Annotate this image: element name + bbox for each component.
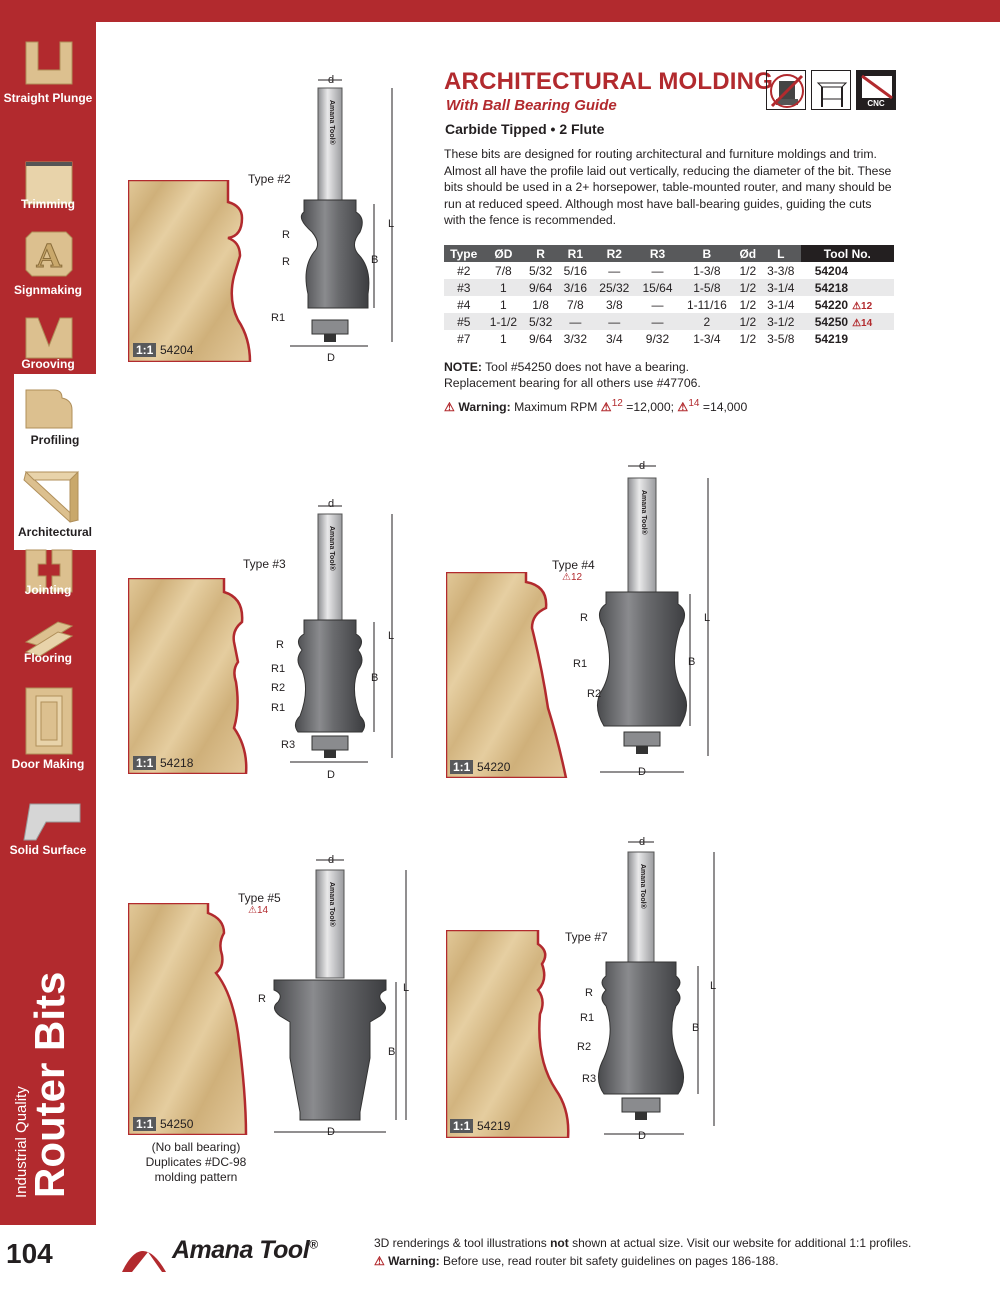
drawing-tool-number: 54219	[477, 1119, 511, 1133]
specs-table	[444, 245, 894, 347]
table-cell: #2	[457, 263, 471, 278]
dim-D: D	[638, 766, 646, 778]
warning-icon: ⚠	[852, 300, 862, 312]
column-header: R3	[636, 245, 679, 262]
rpm-value: =12,000;	[626, 400, 674, 415]
dim-R1: R1	[580, 1012, 595, 1024]
wood-profile-54250	[128, 903, 268, 1135]
column-header: Type	[444, 245, 483, 262]
vertical-section-title	[13, 971, 73, 1198]
tool-number-cell	[801, 313, 894, 330]
rpm-mark: 14	[688, 398, 700, 409]
table-cell: 1/2	[735, 279, 761, 296]
cnc-label: CNC	[867, 99, 885, 108]
brand-mark: ®	[309, 1237, 318, 1252]
spec-line: Carbide Tipped • 2 Flute	[445, 121, 605, 137]
tool-number-cell: 54219	[814, 331, 849, 346]
dim-R1: R1	[271, 663, 286, 675]
dim-d: d	[328, 74, 335, 86]
table-row	[444, 296, 894, 313]
table-header-row	[444, 245, 894, 262]
dim-D: D	[638, 1130, 646, 1142]
footer-text: 3D renderings & tool illustrations	[374, 1236, 551, 1250]
table-cell: 3-1/4	[767, 297, 795, 312]
drawing-tool-number: 54250	[160, 1117, 194, 1131]
table-cell: 7/8	[495, 263, 512, 278]
column-header: Tool No.	[801, 245, 894, 262]
dim-D: D	[327, 1126, 335, 1138]
bit-brand-label: Amana Tool®	[640, 490, 647, 535]
tool-number-cell	[801, 296, 894, 313]
bit-brand-label: Amana Tool®	[639, 864, 646, 909]
column-header: B	[679, 245, 735, 262]
section-title: Router Bits	[26, 971, 73, 1198]
dim-B: B	[371, 254, 379, 266]
footer-text: shown at actual size. Visit our website for additional 1:1 profiles.	[568, 1236, 912, 1250]
no-handheld-router-icon	[766, 70, 806, 110]
scale-tag: 1:1	[450, 1119, 473, 1133]
sidebar-item-label: Straight Plunge	[3, 91, 93, 105]
drawing-type-label: Type #2	[248, 172, 291, 186]
sidebar-item-straight-plunge[interactable]	[0, 30, 96, 120]
table-cell: —	[651, 263, 664, 278]
footer-emphasis: not	[550, 1236, 569, 1250]
straight-plunge-icon	[24, 38, 74, 86]
sidebar-item-label: Signmaking	[13, 283, 82, 297]
drawing-tool-number: 54220	[477, 760, 511, 774]
column-header: R	[523, 245, 558, 262]
sidebar-item-label: Jointing	[24, 583, 72, 597]
dim-B: B	[692, 1022, 700, 1034]
usage-icons	[766, 70, 896, 110]
brand-name	[172, 1236, 317, 1265]
table-cell: 2	[679, 313, 735, 330]
table-cell: 3-3/8	[767, 263, 795, 278]
tool-number-cell: 54218	[801, 279, 894, 296]
table-cell: #3	[444, 279, 483, 296]
warning-icon: ⚠	[444, 400, 455, 415]
table-cell: —	[558, 313, 593, 330]
table-cell: 1-1/2	[483, 313, 523, 330]
table-cell: —	[608, 263, 621, 278]
router-bit-54204	[268, 72, 408, 372]
scale-tag: 1:1	[133, 756, 156, 770]
dim-R1: R1	[271, 702, 286, 714]
rpm-value: =14,000	[702, 400, 748, 415]
rpm-mark: 12	[611, 398, 623, 409]
table-cell: —	[636, 313, 679, 330]
table-cell: 1/8	[532, 297, 549, 312]
column-header: L	[761, 245, 801, 262]
table-cell: 3/4	[605, 331, 623, 346]
dim-R2: R2	[577, 1041, 592, 1053]
table-cell: 3-1/2	[761, 313, 801, 330]
footer-warning-label: Warning:	[388, 1254, 440, 1268]
dim-B: B	[371, 672, 379, 684]
sidebar-item-label: Solid Surface	[9, 843, 87, 857]
note-line: Replacement bearing for all others use #47706.	[444, 376, 701, 390]
svg-text:A: A	[36, 237, 62, 275]
sidebar-item-label: Door Making	[11, 757, 85, 771]
grooving-icon	[24, 312, 74, 360]
warning-label: Warning:	[458, 400, 511, 415]
page-title: ARCHITECTURAL MOLDING	[444, 68, 774, 95]
dim-d: d	[328, 498, 335, 510]
rpm-mark-12: ⚠12	[562, 572, 583, 583]
table-cell: 5/32	[523, 313, 558, 330]
dim-d: d	[639, 836, 646, 848]
brand-text: Amana Tool	[172, 1236, 310, 1264]
column-header: ØD	[483, 245, 523, 262]
table-cell: 1	[500, 297, 507, 312]
note-line: Tool #54250 does not have a bearing.	[485, 360, 690, 374]
dim-d: d	[639, 460, 646, 472]
rpm-mark-number: 12	[861, 300, 873, 312]
sidebar-item-label: Profiling	[30, 433, 80, 447]
door-making-icon	[24, 686, 74, 756]
dim-B: B	[688, 656, 696, 668]
dim-D: D	[327, 352, 335, 364]
drawing-tool-number: 54204	[160, 343, 194, 357]
dim-L: L	[403, 982, 410, 994]
rpm-mark-number: 14	[861, 317, 873, 329]
bit-brand-label: Amana Tool®	[328, 100, 335, 145]
sidebar-item-signmaking[interactable]	[0, 222, 96, 312]
sidebar-item-label: Trimming	[20, 197, 75, 211]
architectural-icon	[22, 468, 82, 524]
drawing-type-label: Type #5	[238, 891, 281, 905]
table-cell: —	[593, 313, 636, 330]
solid-surface-icon	[22, 800, 82, 848]
table-row	[444, 279, 894, 296]
wood-profile-54218	[128, 578, 264, 774]
drawing-type-label: Type #7	[565, 930, 608, 944]
table-cell: 3/32	[563, 331, 588, 346]
dim-L: L	[704, 612, 711, 624]
dim-B: B	[388, 1046, 396, 1058]
table-row	[444, 262, 894, 279]
dim-R3: R3	[582, 1073, 597, 1085]
warning-text: Maximum RPM	[514, 400, 598, 415]
section-subtitle: Industrial Quality	[13, 1086, 30, 1198]
table-cell: 5/32	[528, 263, 553, 278]
table-cell: 9/32	[645, 331, 670, 346]
table-cell: 1/2	[739, 297, 757, 312]
table-cell: #5	[444, 313, 483, 330]
page-number: 104	[6, 1238, 53, 1269]
cnc-icon	[856, 70, 896, 110]
table-cell: 1/2	[739, 331, 757, 346]
rpm-mark	[852, 301, 872, 312]
rpm-mark	[852, 318, 872, 329]
router-bit-54219	[580, 830, 730, 1150]
dim-R2: R2	[587, 688, 602, 700]
caption-line: (No ball bearing)	[151, 1140, 241, 1154]
dim-d: d	[328, 854, 335, 866]
table-cell: 3/8	[605, 297, 623, 312]
wood-profile-54204	[128, 180, 258, 362]
signmaking-icon	[24, 230, 74, 278]
router-table-icon	[811, 70, 851, 110]
footer-note	[374, 1236, 911, 1250]
dim-L: L	[388, 218, 395, 230]
top-band	[0, 0, 1000, 22]
dim-R: R	[258, 993, 266, 1005]
column-header: R1	[558, 245, 593, 262]
dim-R1: R1	[573, 658, 588, 670]
footer-warning-text: Before use, read router bit safety guidelines on pages 186-188.	[443, 1254, 779, 1268]
dim-R: R	[276, 639, 284, 651]
sidebar-item-label: Grooving	[21, 357, 75, 371]
dim-R3: R3	[281, 739, 296, 751]
rpm-mark-14: ⚠14	[248, 905, 269, 916]
table-cell: 1/2	[739, 263, 757, 278]
drawing-type-label: Type #3	[243, 557, 286, 571]
sidebar-item-solid-surface[interactable]	[0, 792, 96, 882]
table-cell: #4	[457, 297, 471, 312]
table-cell: 3-1/4	[761, 279, 801, 296]
caption-54250	[128, 1140, 264, 1185]
product-description: These bits are designed for routing architectural and furniture moldings and trim. Almost all have the profile laid out vertically, reducing the diameter of the bit. These bits should be used in a 2+ horsepower, table-mounted router, and many should be run at reduced speed. Although most have ball-bearing guides, guiding the cuts with the fence is recommended.	[444, 147, 892, 228]
dim-R: R	[282, 229, 290, 241]
scale-tag: 1:1	[133, 1117, 156, 1131]
bit-brand-label: Amana Tool®	[328, 882, 335, 927]
tool-number-text: 54250	[814, 314, 849, 329]
dim-L: L	[710, 980, 717, 992]
note	[444, 359, 701, 391]
table-row	[444, 313, 894, 330]
table-row	[444, 330, 894, 347]
bit-brand-label: Amana Tool®	[328, 526, 335, 571]
table-cell: 9/64	[523, 279, 558, 296]
drawing-type-label: Type #4	[552, 558, 595, 572]
caption-line: Duplicates #DC-98	[145, 1155, 247, 1169]
table-cell: 7/8	[567, 297, 584, 312]
table-cell: 1	[483, 279, 523, 296]
table-cell: 3-5/8	[767, 331, 795, 346]
warning-icon: ⚠	[677, 400, 689, 415]
warning-icon: ⚠	[374, 1254, 385, 1268]
column-header: Ød	[735, 245, 761, 262]
note-label: NOTE:	[444, 360, 482, 374]
table-cell: 3/16	[558, 279, 593, 296]
rpm-mark-number: 12	[570, 572, 583, 583]
dim-R1: R1	[271, 312, 286, 324]
wood-profile-54219	[446, 930, 580, 1138]
dim-R: R	[585, 987, 593, 999]
tool-number-text: 54220	[814, 297, 849, 312]
sidebar-item-architectural[interactable]	[14, 460, 100, 550]
scale-tag: 1:1	[133, 343, 156, 357]
table-cell: 1/2	[735, 313, 761, 330]
dim-R2: R2	[271, 682, 286, 694]
table-cell: 1-11/16	[686, 297, 727, 312]
table-cell: 1-3/8	[693, 263, 721, 278]
dim-R: R	[580, 612, 588, 624]
scale-tag: 1:1	[450, 760, 473, 774]
dim-D: D	[327, 769, 335, 781]
sidebar-item-label: Architectural	[17, 525, 93, 539]
router-bit-54250	[264, 852, 414, 1142]
table-cell: 15/64	[636, 279, 679, 296]
caption-line: molding pattern	[154, 1170, 238, 1184]
table-cell: #7	[457, 331, 471, 346]
table-cell: 1-3/4	[693, 331, 721, 346]
warning-icon: ⚠	[600, 400, 612, 415]
column-header: R2	[593, 245, 636, 262]
sidebar-item-door-making[interactable]	[0, 678, 96, 788]
table-cell: 1-5/8	[679, 279, 735, 296]
rpm-mark-number: 14	[256, 905, 269, 916]
tool-number-cell: 54204	[814, 263, 849, 278]
wood-profile-54220	[446, 572, 582, 778]
dim-R: R	[282, 256, 290, 268]
table-cell: —	[651, 297, 664, 312]
profiling-icon	[24, 382, 74, 430]
warning-icon: ⚠	[852, 317, 862, 329]
table-cell: 5/16	[563, 263, 588, 278]
drawing-tool-number: 54218	[160, 756, 194, 770]
table-cell: 9/64	[528, 331, 553, 346]
footer-warning	[374, 1254, 779, 1268]
sidebar-item-label: Flooring	[24, 651, 72, 665]
sidebar-item-profiling[interactable]	[14, 374, 100, 460]
table-cell: 25/32	[593, 279, 636, 296]
rpm-warning	[444, 398, 747, 414]
dim-L: L	[388, 630, 395, 642]
table-cell: 1	[500, 331, 507, 346]
page-subtitle: With Ball Bearing Guide	[446, 97, 617, 114]
